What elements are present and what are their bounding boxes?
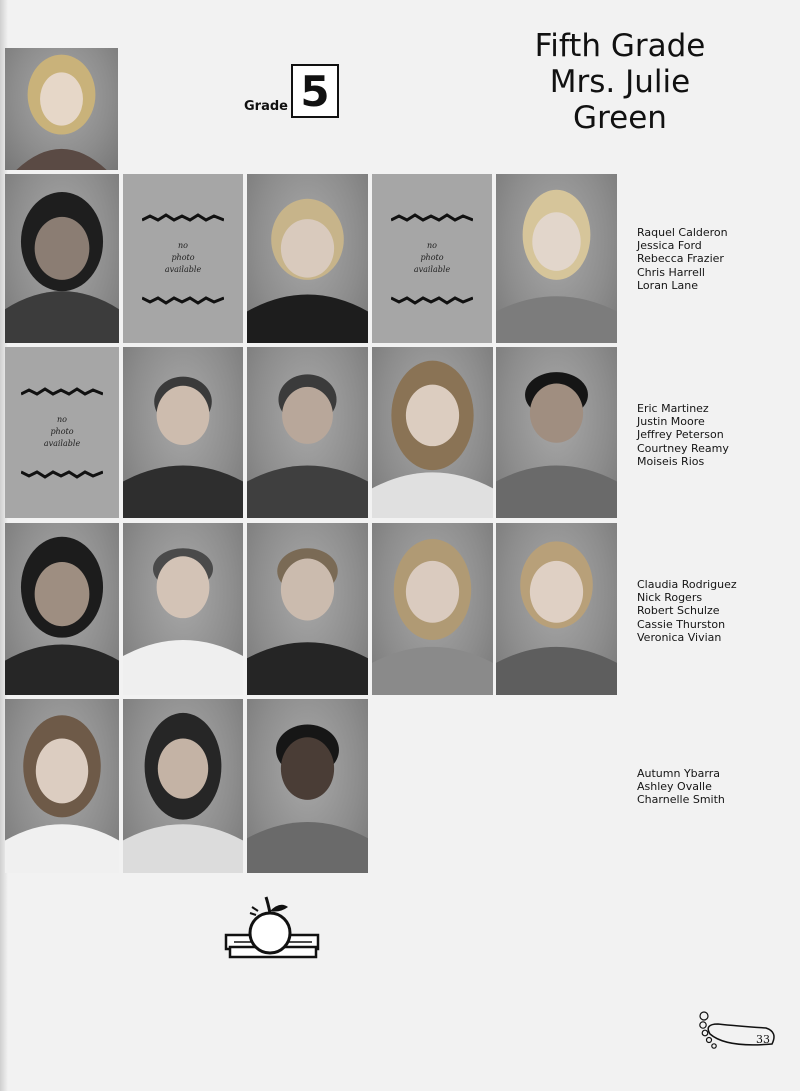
page-number: 33 [756,1033,770,1046]
student-photo [496,347,617,518]
zigzag-border-icon [142,294,224,306]
student-name: Loran Lane [637,278,699,292]
student-photo [247,174,368,343]
name-list-row-3 [637,578,797,644]
student-name: Jeffrey Peterson [637,428,724,442]
student-photo [372,523,493,695]
title-line-3: Green [573,100,667,136]
name-list-row-4 [637,767,797,807]
student-name: Nick Rogers [637,591,703,605]
grade-label: Grade [244,99,288,114]
zigzag-border-icon [21,386,103,398]
student-name: Raquel Calderon [637,226,728,239]
student-name: Justin Moore [637,415,705,429]
student-photo [123,523,243,695]
title-line-1: Fifth Grade [534,28,706,64]
student-name: Jessica Ford [637,239,702,253]
zigzag-border-icon [391,294,473,306]
student-name: Veronica Vivian [637,630,722,644]
student-name: Eric Martinez [637,402,709,415]
no-photo-placeholder [123,174,243,343]
student-name: Claudia Rodriguez [637,578,737,591]
student-name: Rebecca Frazier [637,252,724,266]
zigzag-border-icon [391,212,473,224]
student-photo [496,174,617,343]
no-photo-text: no photo available [43,414,81,448]
student-photo [372,347,493,518]
student-photo [123,347,243,518]
no-photo-text: no photo available [413,240,451,274]
student-name: Courtney Reamy [637,441,729,455]
student-photo [247,347,368,518]
student-photo [496,523,617,695]
no-photo-placeholder [5,347,119,518]
zigzag-border-icon [21,468,103,480]
name-list-row-2 [637,402,797,468]
grade-number: 5 [291,64,339,118]
no-photo-text: no photo available [164,240,202,274]
student-name: Ashley Ovalle [637,780,712,794]
student-photo [5,699,119,873]
student-name: Autumn Ybarra [637,767,720,780]
name-list-row-1 [637,226,797,292]
student-name: Robert Schulze [637,604,720,618]
footprint-icon [696,1008,778,1054]
student-name: Cassie Thurston [637,617,726,631]
student-photo [123,699,243,873]
page-title [470,28,770,136]
zigzag-border-icon [142,212,224,224]
student-photo [247,523,368,695]
title-line-2: Mrs. Julie [549,64,691,100]
apple-on-books-icon [222,893,322,963]
student-name: Chris Harrell [637,265,705,279]
grade-badge [244,66,339,118]
no-photo-placeholder [372,174,492,343]
student-name: Charnelle Smith [637,793,725,807]
student-photo [5,174,119,343]
student-photo [247,699,368,873]
student-photo [5,523,119,695]
student-name: Moiseis Rios [637,454,705,468]
teacher-photo [5,48,118,170]
